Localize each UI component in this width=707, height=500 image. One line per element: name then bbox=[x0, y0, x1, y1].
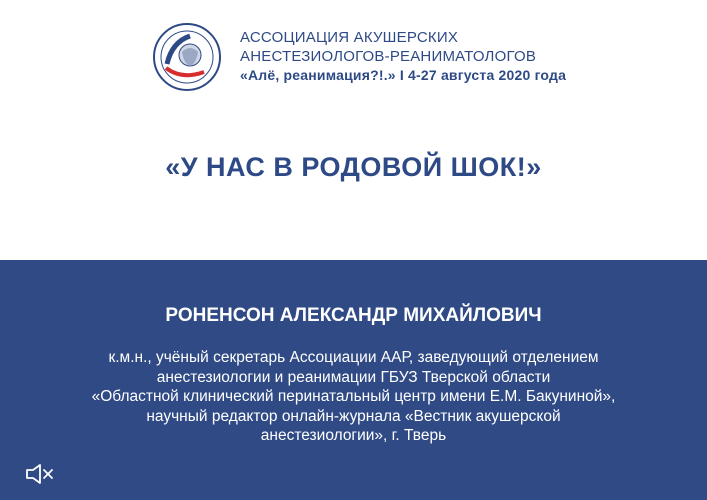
association-logo bbox=[152, 22, 222, 92]
speaker-muted-icon[interactable] bbox=[24, 462, 54, 486]
description-line: анестезиологии и реанимации ГБУЗ Тверской области bbox=[156, 368, 551, 386]
slide-title: «У НАС В РОДОВОЙ ШОК!» bbox=[165, 152, 542, 182]
description-line: «Областной клинический перинатальный центр имени Е.М. Бакуниной», bbox=[91, 388, 616, 405]
description-line: научный редактор онлайн-журнала «Вестник акушерской bbox=[146, 407, 561, 425]
org-name-line1: АССОЦИАЦИЯ АКУШЕРСКИХ bbox=[240, 29, 459, 46]
organization-block bbox=[240, 28, 566, 85]
event-line: «Алё, реанимация?!.» I 4-27 августа 2020 года bbox=[240, 67, 567, 83]
org-name-line2: АНЕСТЕЗИОЛОГОВ-РЕАНИМАТОЛОГОВ bbox=[240, 48, 537, 65]
description-line: анестезиологии», г. Тверь bbox=[260, 427, 447, 444]
speaker-description bbox=[40, 348, 667, 446]
description-line: к.м.н., учёный секретарь Ассоциации ААР, заведующий отделением bbox=[108, 349, 599, 366]
speaker-name: РОНЕНСОН АЛЕКСАНДР МИХАЙЛОВИЧ bbox=[165, 305, 542, 326]
